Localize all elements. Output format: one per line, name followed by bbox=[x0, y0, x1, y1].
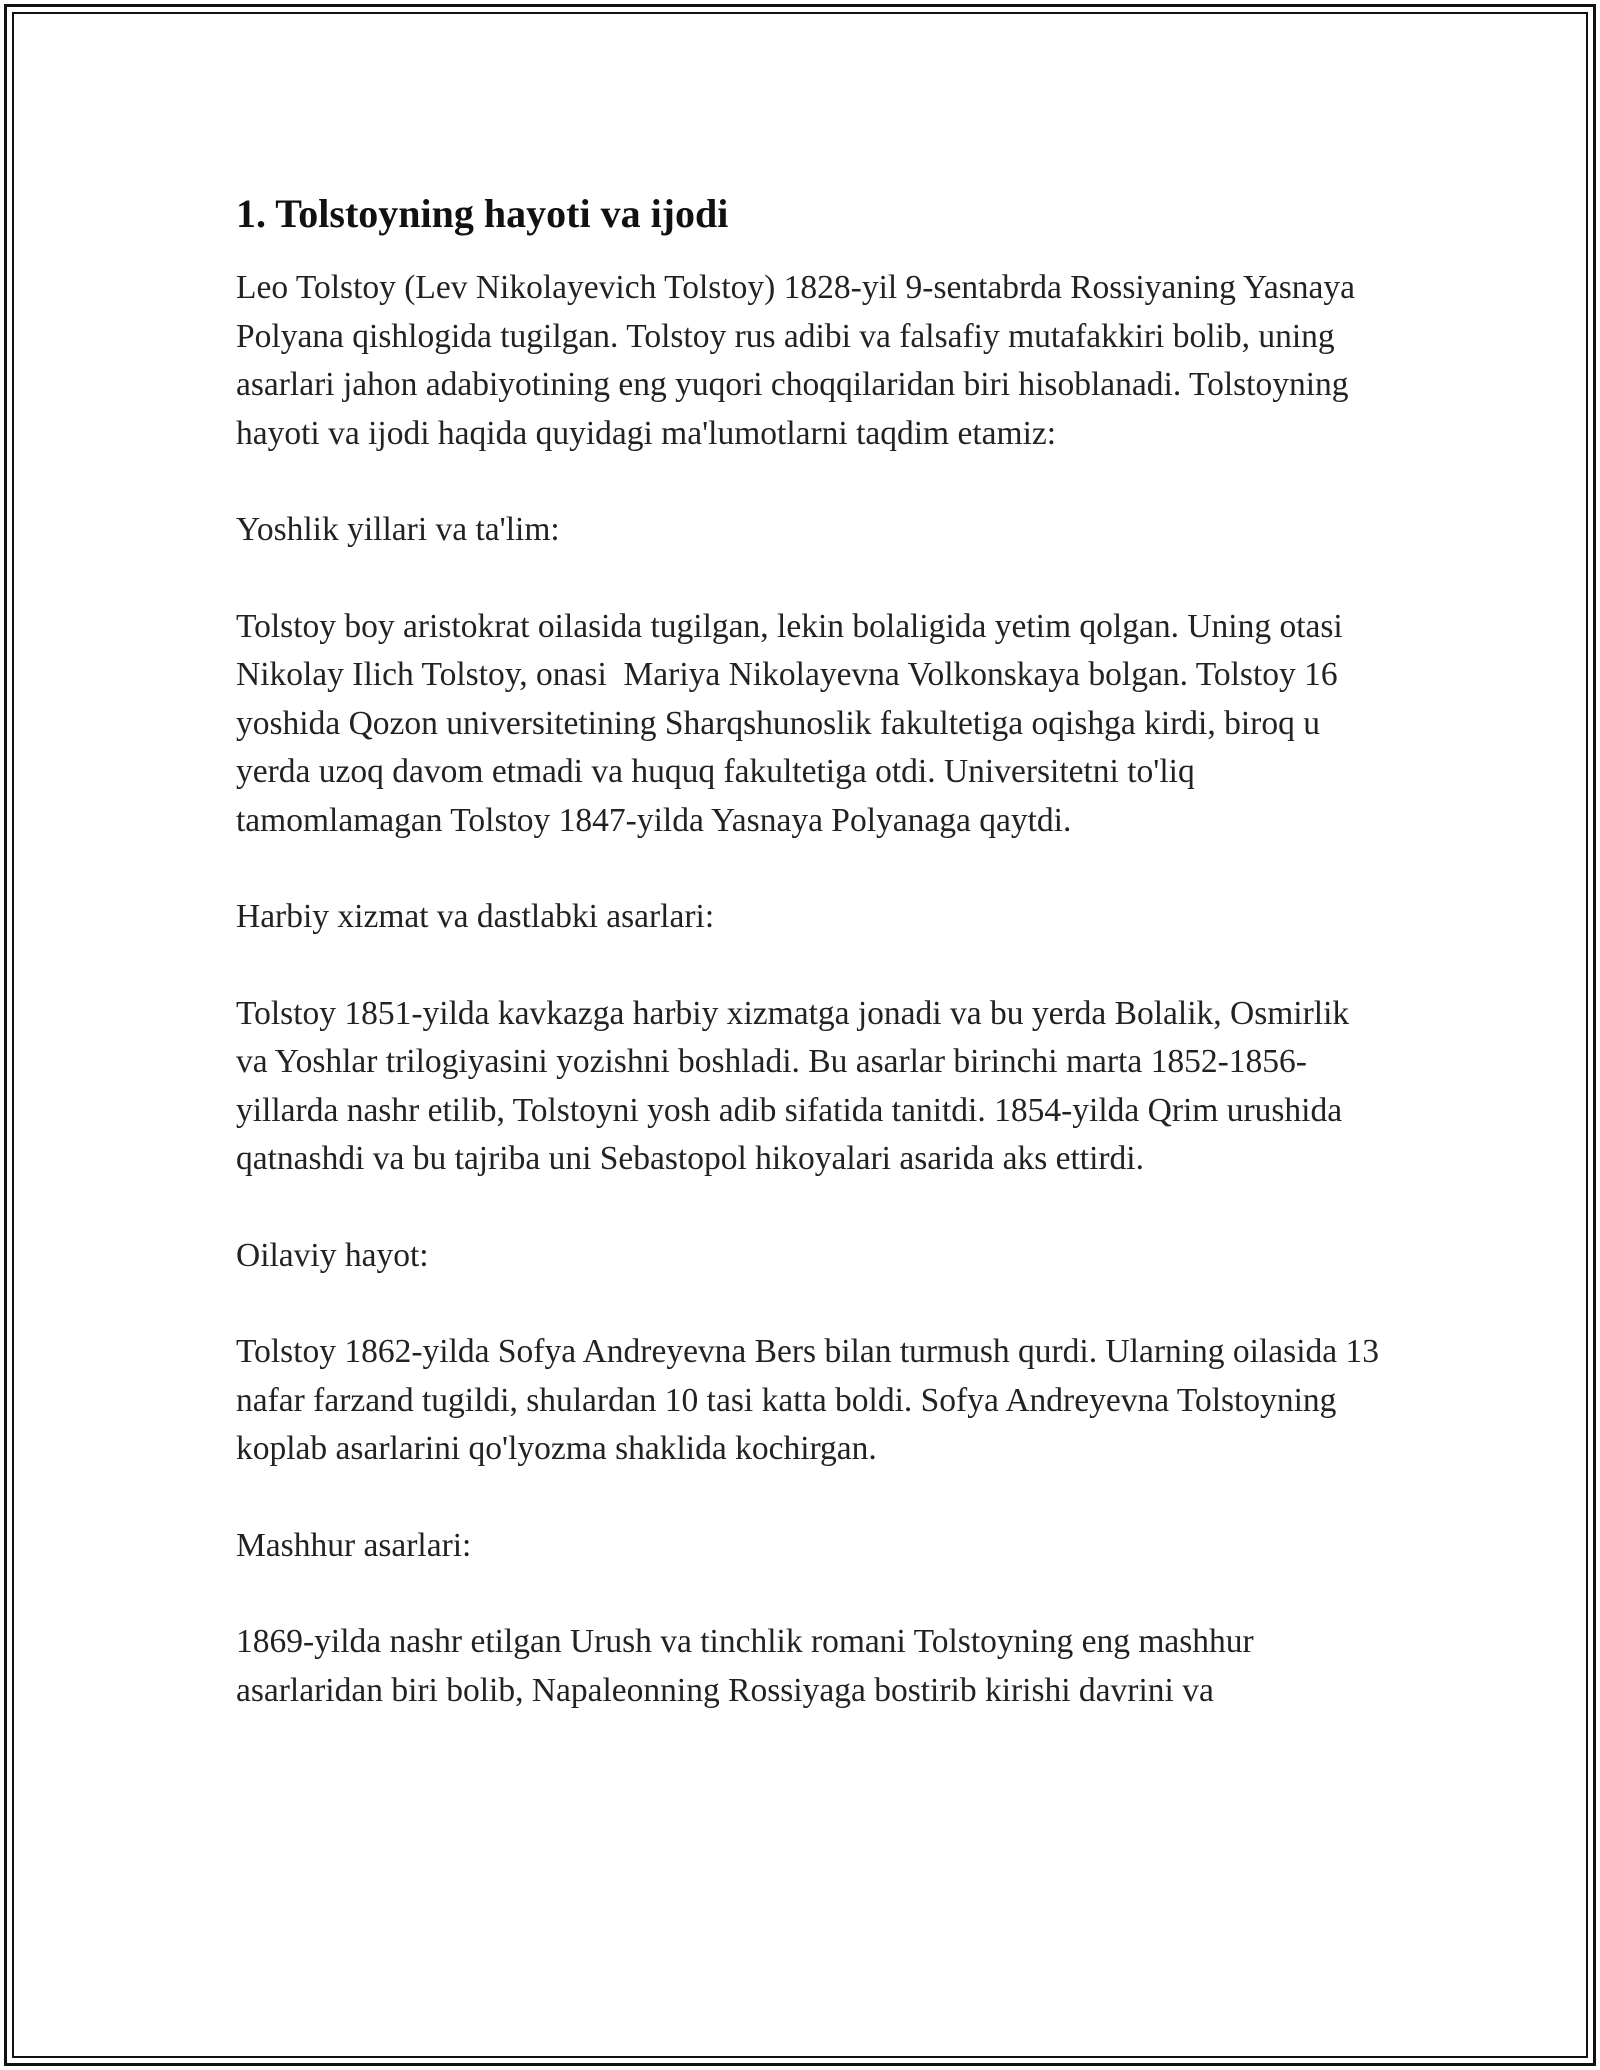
section-body-family: Tolstoy 1862-yilda Sofya Andreyevna Bers bilan turmush qurdi. Ularning oilasida 13 nafar farzand tugildi, shulardan 10 tasi katta boldi. Sofya Andreyevna Tolstoyning koplab asarlarini qo'lyozma shaklida kochirgan. bbox=[236, 1333, 1388, 1467]
document-page bbox=[236, 186, 1386, 1763]
section-body-military: Tolstoy 1851-yilda kavkazga harbiy xizmatga jonadi va bu yerda Bolalik, Osmirlik va Yoshlar trilogiyasini yozishni boshladi. Bu asarlar birinchi marta 1852-1856-yillarda nashr etilib, Tolstoyni yosh adib sifatida tanitdi. 1854-yilda Qrim urushida qatnashdi va bu tajriba uni Sebastopol hikoyalari asarida aks ettirdi. bbox=[236, 994, 1358, 1177]
section-heading-military: Harbiy xizmat va dastlabki asarlari: bbox=[236, 898, 715, 935]
section-heading-works: Mashhur asarlari: bbox=[236, 1526, 472, 1564]
section-heading-family: Oilaviy hayot: bbox=[236, 1236, 429, 1274]
document-title: 1. Tolstoyning hayoti va ijodi bbox=[236, 191, 729, 236]
intro-paragraph: Leo Tolstoy (Lev Nikolayevich Tolstoy) 1828-yil 9-sentabrda Rossiyaning Yasnaya Polyana qishlogida tugilgan. Tolstoy rus adibi va falsafiy mutafakkiri bolib, uning asarlari jahon adabiyotining eng yuqori choqqilaridan biri hisoblanadi. Tolstoyning hayoti va ijodi haqida quyidagi ma'lumotlarni taqdim etamiz: bbox=[236, 269, 1364, 452]
section-body-youth: Tolstoy boy aristokrat oilasida tugilgan, lekin bolaligida yetim qolgan. Uning otasi Nikolay Ilich Tolstoy, onasi Mariya Nikolayevna Volkonskaya bolgan. Tolstoy 16 yoshida Qozon universitetining Sharqshunoslik fakultetiga oqishga kirdi, biroq u yerda uzoq davom etmadi va huquq fakultetiga otdi. Universitetni to'liq tamomlamagan Tolstoy 1847-yilda Yasnaya Polyanaga qaytdi. bbox=[236, 607, 1360, 839]
section-body-works: 1869-yilda nashr etilgan Urush va tinchlik romani Tolstoyning eng mashhur asarlaridan biri bolib, Napaleonning Rossiyaga bostirib kirishi davrini va bbox=[236, 1623, 1263, 1709]
section-heading-youth: Yoshlik yillari va ta'lim: bbox=[236, 511, 560, 548]
